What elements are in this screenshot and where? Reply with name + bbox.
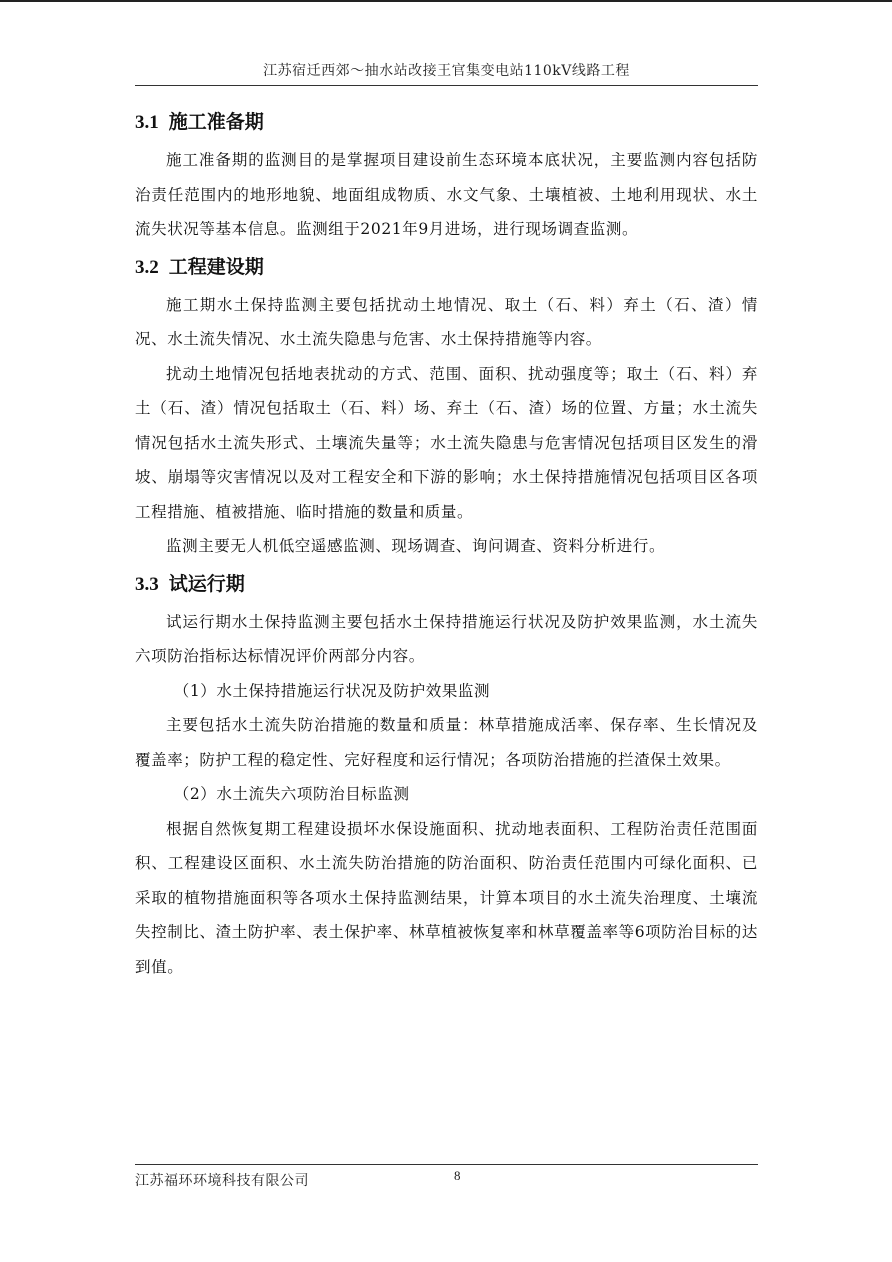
paragraph: 主要包括水土流失防治措施的数量和质量：林草措施成活率、保存率、生长情况及覆盖率；防护工程的稳定性、完好程度和运行情况；各项防治措施的拦渣保土效果。 <box>135 716 758 769</box>
running-header: 江苏宿迁西郊～抽水站改接王官集变电站110kV线路工程 <box>263 63 630 79</box>
section-title: 试运行期 <box>168 572 245 595</box>
section-number: 3.1 <box>135 112 159 133</box>
paragraph: 扰动土地情况包括地表扰动的方式、范围、面积、扰动强度等；取土（石、料）弃土（石、渣）情况包括取土（石、料）场、弃土（石、渣）场的位置、方量；水土流失情况包括水土流失形式、土壤流失量等；水土流失隐患与危害情况包括项目区发生的滑坡、崩塌等灾害情况以及对工程安全和下游的影响；水土保持措施情况包括项目区各项工程措施、植被措施、临时措施的数量和质量。 <box>135 364 758 521</box>
page-top-border <box>0 0 892 2</box>
paragraph: 试运行期水土保持监测主要包括水土保持措施运行状况及防护效果监测，水土流失六项防治指标达标情况评价两部分内容。 <box>135 612 758 665</box>
section-number: 3.2 <box>135 256 159 278</box>
footer-company: 江苏福环环境科技有限公司 <box>135 1173 309 1189</box>
paragraph: 施工准备期的监测目的是掌握项目建设前生态环境本底状况，主要监测内容包括防治责任范围内的地形地貌、地面组成物质、水文气象、土壤植被、土地利用现状、水土流失状况等基本信息。监测组于2021年9月进场，进行现场调查监测。 <box>135 151 758 238</box>
paragraph: 施工期水土保持监测主要包括扰动土地情况、取土（石、料）弃土（石、渣）情况、水土流失情况、水土流失隐患与危害、水土保持措施等内容。 <box>135 295 758 348</box>
header-divider <box>135 85 758 86</box>
section-heading-3-2 <box>135 247 758 288</box>
page-body <box>135 102 758 984</box>
section-title: 工程建设期 <box>168 255 264 278</box>
section-heading-3-1 <box>135 102 758 143</box>
subheading: （1）水土保持措施运行状况及防护效果监测 <box>173 681 491 700</box>
subheading: （2）水土流失六项防治目标监测 <box>173 785 410 803</box>
section-title: 施工准备期 <box>168 111 264 133</box>
footer-divider <box>135 1164 758 1165</box>
paragraph: 监测主要无人机低空遥感监测、现场调查、询问调查、资料分析进行。 <box>166 537 666 555</box>
paragraph: 根据自然恢复期工程建设损坏水保设施面积、扰动地表面积、工程防治责任范围面积、工程建设区面积、水土流失防治措施的防治面积、防治责任范围内可绿化面积、已采取的植物措施面积等各项水土保持监测结果，计算本项目的水土流失治理度、土壤流失控制比、渣土防护率、表土保护率、林草植被恢复率和林草覆盖率等6项防治目标的达到值。 <box>135 819 758 976</box>
section-heading-3-3 <box>135 564 758 605</box>
section-number: 3.3 <box>135 573 159 595</box>
page-number: 8 <box>454 1168 461 1183</box>
